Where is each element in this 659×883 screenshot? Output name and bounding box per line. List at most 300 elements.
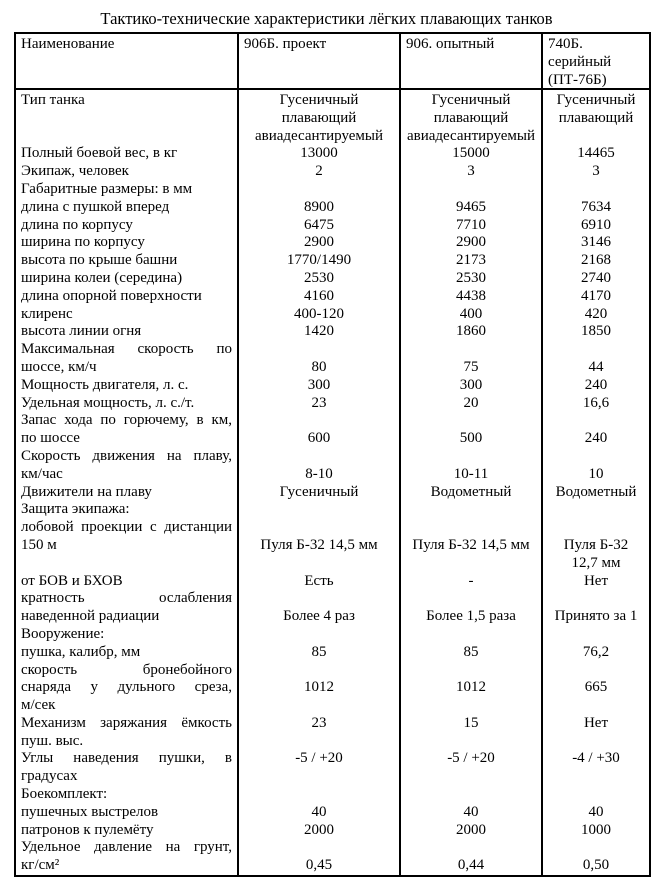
value-cell (541, 626, 649, 644)
cell-line: авиадесантируемый (406, 127, 536, 144)
cell-line: 1420 (304, 323, 334, 340)
cell-line (545, 519, 647, 537)
cell-line (403, 733, 539, 751)
table-row (16, 484, 649, 502)
value-cell (541, 395, 649, 413)
cell-line: 3146 (581, 234, 611, 251)
cell-line: 10 (588, 465, 604, 482)
cell-line: 2900 (304, 234, 334, 251)
value-cell (541, 484, 649, 502)
row-label-cell (16, 804, 237, 822)
value-cell (541, 662, 649, 715)
cell-line: 40 (463, 803, 479, 820)
value-cell (399, 163, 541, 181)
value-cell (399, 288, 541, 306)
cell-line: 400 (459, 305, 483, 322)
cell-line: 3 (467, 163, 475, 180)
value-cell (237, 750, 399, 786)
row-label-cell (16, 484, 237, 502)
cell-line: градусах (21, 768, 78, 785)
cell-line (21, 128, 232, 146)
row-label-cell (16, 644, 237, 662)
cell-line: 2173 (456, 252, 486, 269)
cell-line: Боекомплект: (21, 786, 108, 803)
value-cell (237, 163, 399, 181)
value-cell (541, 750, 649, 786)
cell-line: 600 (307, 430, 331, 447)
value-cell (399, 519, 541, 572)
cell-line: 15000 (452, 145, 490, 162)
cell-line: Гусеничный (279, 483, 359, 500)
cell-line: 2740 (581, 269, 611, 286)
value-cell (541, 644, 649, 662)
value-cell (399, 484, 541, 502)
cell-line: Более 1,5 раза (426, 608, 516, 625)
value-cell (541, 199, 649, 217)
cell-line: 2168 (581, 252, 611, 269)
cell-line (545, 839, 647, 857)
cell-line: 14465 (577, 145, 615, 162)
table-row (16, 662, 649, 715)
value-cell (399, 252, 541, 270)
cell-line: 85 (311, 643, 327, 660)
header-name-cell (16, 34, 237, 88)
table-row (16, 341, 649, 377)
cell-line: 300 (459, 376, 483, 393)
value-cell (399, 377, 541, 395)
cell-line: Защита экипажа: (21, 501, 130, 518)
header-variant-cell (399, 34, 541, 88)
cell-line (545, 128, 647, 146)
cell-line (241, 341, 397, 359)
cell-line: плавающий (281, 109, 357, 126)
cell-line (241, 555, 397, 573)
row-label-cell (16, 715, 237, 751)
cell-line: скорость бронебойного (21, 661, 232, 678)
cell-line: 85 (463, 643, 479, 660)
value-cell (399, 590, 541, 626)
table-row (16, 519, 649, 572)
cell-line (241, 662, 397, 680)
value-cell (399, 199, 541, 217)
cell-line: Водометный (430, 483, 512, 500)
cell-line: длина с пушкой вперед (21, 198, 170, 215)
cell-line: 665 (584, 679, 608, 696)
cell-line (545, 786, 647, 804)
cell-line: -5 / +20 (295, 750, 343, 767)
value-cell (541, 839, 649, 875)
cell-line: -4 / +30 (572, 750, 620, 767)
value-cell (399, 501, 541, 519)
characteristics-table (14, 32, 651, 877)
value-cell (399, 217, 541, 235)
row-label-cell (16, 412, 237, 448)
cell-line: клиренс (21, 305, 73, 322)
row-label-cell (16, 252, 237, 270)
value-cell (541, 163, 649, 181)
value-cell (399, 448, 541, 484)
cell-line (241, 786, 397, 804)
row-label-cell (16, 234, 237, 252)
table-row (16, 501, 649, 519)
row-label-cell (16, 288, 237, 306)
cell-line: наведенной радиации (21, 608, 160, 625)
value-cell (541, 501, 649, 519)
row-label-cell (16, 90, 237, 145)
table-header-row (16, 34, 649, 90)
cell-line: серийный (548, 53, 612, 70)
value-cell (237, 252, 399, 270)
value-cell (237, 804, 399, 822)
cell-line: плавающий (558, 109, 634, 126)
cell-line (241, 519, 397, 537)
cell-line: 240 (584, 430, 608, 447)
cell-line (241, 501, 397, 519)
cell-line: пушка, калибр, мм (21, 643, 141, 660)
cell-line: 2530 (456, 269, 486, 286)
value-cell (237, 822, 399, 840)
cell-line: длина по корпусу (21, 216, 133, 233)
value-cell (541, 217, 649, 235)
value-cell (237, 786, 399, 804)
cell-line: по шоссе (21, 430, 80, 447)
value-cell (399, 750, 541, 786)
value-cell (237, 412, 399, 448)
cell-line (545, 662, 647, 680)
cell-line (403, 501, 539, 519)
cell-line: 23 (311, 714, 327, 731)
value-cell (541, 590, 649, 626)
value-cell (541, 519, 649, 572)
cell-line: 16,6 (582, 394, 610, 411)
value-cell (399, 234, 541, 252)
value-cell (399, 181, 541, 199)
cell-line: 40 (588, 803, 604, 820)
row-label-cell (16, 306, 237, 324)
value-cell (541, 715, 649, 751)
row-label-cell (16, 199, 237, 217)
cell-line: 400-120 (294, 305, 344, 322)
cell-line (403, 341, 539, 359)
value-cell (237, 270, 399, 288)
cell-line: 8-10 (305, 465, 333, 482)
cell-line: лобовой проекции с дистанции (21, 519, 232, 536)
cell-line (241, 697, 397, 715)
value-cell (237, 573, 399, 591)
cell-line: 12,7 мм (571, 554, 621, 571)
row-label-cell (16, 626, 237, 644)
cell-line (545, 590, 647, 608)
cell-line (403, 555, 539, 573)
value-cell (237, 217, 399, 235)
cell-line: плавающий (433, 109, 509, 126)
value-cell (237, 662, 399, 715)
cell-line (403, 626, 539, 644)
table-row (16, 822, 649, 840)
cell-line: 13000 (300, 145, 338, 162)
table-row (16, 288, 649, 306)
cell-line: 76,2 (582, 643, 610, 660)
cell-line: Более 4 раз (283, 608, 355, 625)
cell-line: 2900 (456, 234, 486, 251)
table-row (16, 145, 649, 163)
cell-line: 1012 (456, 679, 486, 696)
value-cell (237, 626, 399, 644)
value-cell (541, 573, 649, 591)
table-row (16, 90, 649, 145)
cell-line: 906Б. проект (244, 36, 327, 52)
cell-line (403, 768, 539, 786)
cell-line: 6475 (304, 216, 334, 233)
table-row (16, 644, 649, 662)
value-cell (237, 839, 399, 875)
cell-line: Есть (304, 572, 334, 589)
row-label-cell (16, 822, 237, 840)
cell-line: 1012 (304, 679, 334, 696)
cell-line: кг/см² (21, 857, 60, 874)
cell-line: Принято за 1 (554, 608, 638, 625)
cell-line: 1850 (581, 323, 611, 340)
row-label-cell (16, 377, 237, 395)
value-cell (399, 822, 541, 840)
value-cell (237, 323, 399, 341)
cell-line: 23 (311, 394, 327, 411)
header-variant-cell (237, 34, 399, 88)
cell-line: Нет (583, 572, 609, 589)
cell-line: км/час (21, 465, 63, 482)
header-variant-cell (541, 34, 649, 88)
value-cell (541, 145, 649, 163)
cell-line: авиадесантируемый (254, 127, 384, 144)
value-cell (399, 804, 541, 822)
row-label-cell (16, 163, 237, 181)
value-cell (237, 644, 399, 662)
cell-line: 15 (463, 714, 479, 731)
row-label-cell (16, 839, 237, 875)
cell-line: снаряда у дульного среза, (21, 679, 232, 696)
row-label-cell (16, 590, 237, 626)
cell-line (21, 110, 232, 128)
cell-line (403, 519, 539, 537)
cell-line: 906. опытный (406, 36, 495, 52)
cell-line (403, 448, 539, 466)
cell-line (241, 733, 397, 751)
cell-line (403, 590, 539, 608)
value-cell (399, 145, 541, 163)
cell-line: 80 (311, 358, 327, 375)
table-row (16, 306, 649, 324)
table-row (16, 412, 649, 448)
value-cell (237, 145, 399, 163)
table-row (16, 163, 649, 181)
cell-line: ширина колеи (середина) (21, 269, 183, 286)
cell-line: Удельное давление на грунт, (21, 839, 232, 856)
cell-line: Запас хода по горючему, в км, (21, 412, 232, 429)
row-label-cell (16, 786, 237, 804)
cell-line: 2 (315, 163, 323, 180)
cell-line: 240 (584, 376, 608, 393)
cell-line (545, 448, 647, 466)
cell-line: 300 (307, 376, 331, 393)
row-label-cell (16, 181, 237, 199)
cell-line (403, 839, 539, 857)
cell-line: Наименование (21, 36, 115, 52)
cell-line (241, 181, 397, 199)
cell-line: высота линии огня (21, 323, 142, 340)
value-cell (399, 626, 541, 644)
cell-line: 10-11 (453, 465, 489, 482)
cell-line: 7710 (456, 216, 486, 233)
table-row (16, 626, 649, 644)
value-cell (399, 786, 541, 804)
cell-line: 4170 (581, 287, 611, 304)
cell-line: 40 (311, 803, 327, 820)
cell-line: Водометный (555, 483, 637, 500)
cell-line: Гусеничный (279, 92, 359, 108)
cell-line (241, 626, 397, 644)
cell-line: 740Б. (548, 36, 583, 52)
cell-line: Скорость движения на плаву, (21, 447, 232, 464)
value-cell (237, 90, 399, 145)
cell-line: пушечных выстрелов (21, 803, 159, 820)
cell-line: высота по крыше башни (21, 252, 178, 269)
value-cell (541, 252, 649, 270)
value-cell (399, 715, 541, 751)
row-label-cell (16, 448, 237, 484)
value-cell (541, 448, 649, 484)
value-cell (399, 644, 541, 662)
cell-line (403, 662, 539, 680)
cell-line (545, 768, 647, 786)
table-row (16, 252, 649, 270)
cell-line: 6910 (581, 216, 611, 233)
cell-line: 0,50 (582, 857, 610, 874)
cell-line (545, 181, 647, 199)
table-row (16, 750, 649, 786)
cell-line (403, 181, 539, 199)
value-cell (399, 90, 541, 145)
cell-line: от БОВ и БХОВ (21, 572, 123, 589)
cell-line: Габаритные размеры: в мм (21, 180, 193, 197)
cell-line: пуш. выс. (21, 732, 84, 749)
table-body (16, 90, 649, 875)
row-label-cell (16, 519, 237, 572)
table-row (16, 323, 649, 341)
value-cell (237, 501, 399, 519)
value-cell (541, 804, 649, 822)
cell-line: - (468, 572, 474, 589)
value-cell (541, 270, 649, 288)
table-row (16, 395, 649, 413)
table-row (16, 377, 649, 395)
cell-line (241, 768, 397, 786)
value-cell (541, 90, 649, 145)
value-cell (237, 519, 399, 572)
cell-line: 2530 (304, 269, 334, 286)
cell-line: патронов к пулемёту (21, 821, 154, 838)
cell-line: Углы наведения пушки, в (21, 750, 232, 767)
cell-line: Максимальная скорость по (21, 341, 232, 358)
cell-line (241, 590, 397, 608)
cell-line (545, 626, 647, 644)
value-cell (237, 341, 399, 377)
cell-line: 20 (463, 394, 479, 411)
cell-line (545, 733, 647, 751)
row-label-cell (16, 341, 237, 377)
cell-line: м/сек (21, 697, 56, 714)
cell-line (241, 839, 397, 857)
cell-line: Механизм заряжания ёмкость (21, 714, 232, 731)
cell-line: Вооружение: (21, 625, 105, 642)
table-row (16, 804, 649, 822)
cell-line: кратность ослабления (21, 590, 232, 607)
cell-line (545, 341, 647, 359)
value-cell (237, 199, 399, 217)
cell-line: Мощность двигателя, л. с. (21, 376, 189, 393)
cell-line: Нет (583, 714, 609, 731)
cell-line (545, 412, 647, 430)
value-cell (399, 662, 541, 715)
row-label-cell (16, 323, 237, 341)
table-row (16, 786, 649, 804)
page-title: Тактико-технические характеристики лёгких плавающих танков (100, 9, 553, 28)
table-row (16, 181, 649, 199)
table-row (16, 270, 649, 288)
value-cell (541, 181, 649, 199)
cell-line: 4160 (304, 287, 334, 304)
table-row (16, 839, 649, 875)
value-cell (541, 341, 649, 377)
value-cell (399, 270, 541, 288)
value-cell (237, 181, 399, 199)
value-cell (541, 288, 649, 306)
cell-line: Экипаж, человек (21, 163, 129, 180)
value-cell (237, 395, 399, 413)
cell-line: Удельная мощность, л. с./т. (21, 394, 195, 411)
row-label-cell (16, 662, 237, 715)
cell-line: 0,44 (457, 857, 485, 874)
row-label-cell (16, 573, 237, 591)
value-cell (541, 234, 649, 252)
cell-line: Пуля Б-32 14,5 мм (260, 536, 378, 553)
cell-line: Гусеничный (431, 92, 511, 108)
row-label-cell (16, 270, 237, 288)
cell-line: 4438 (456, 287, 486, 304)
cell-line (545, 501, 647, 519)
cell-line: Тип танка (21, 92, 85, 108)
row-label-cell (16, 750, 237, 786)
cell-line (241, 412, 397, 430)
cell-line: ширина по корпусу (21, 234, 145, 251)
cell-line (403, 786, 539, 804)
value-cell (237, 288, 399, 306)
value-cell (541, 786, 649, 804)
cell-line: 0,45 (305, 857, 333, 874)
cell-line: 44 (588, 358, 604, 375)
cell-line: 2000 (304, 821, 334, 838)
cell-line: 8900 (304, 198, 334, 215)
row-label-cell (16, 395, 237, 413)
table-row (16, 217, 649, 235)
table-row (16, 590, 649, 626)
value-cell (399, 573, 541, 591)
cell-line: Пуля Б-32 (563, 536, 629, 553)
value-cell (399, 395, 541, 413)
table-row (16, 715, 649, 751)
cell-line: 1770/1490 (286, 252, 352, 269)
row-label-cell (16, 145, 237, 163)
cell-line (403, 412, 539, 430)
